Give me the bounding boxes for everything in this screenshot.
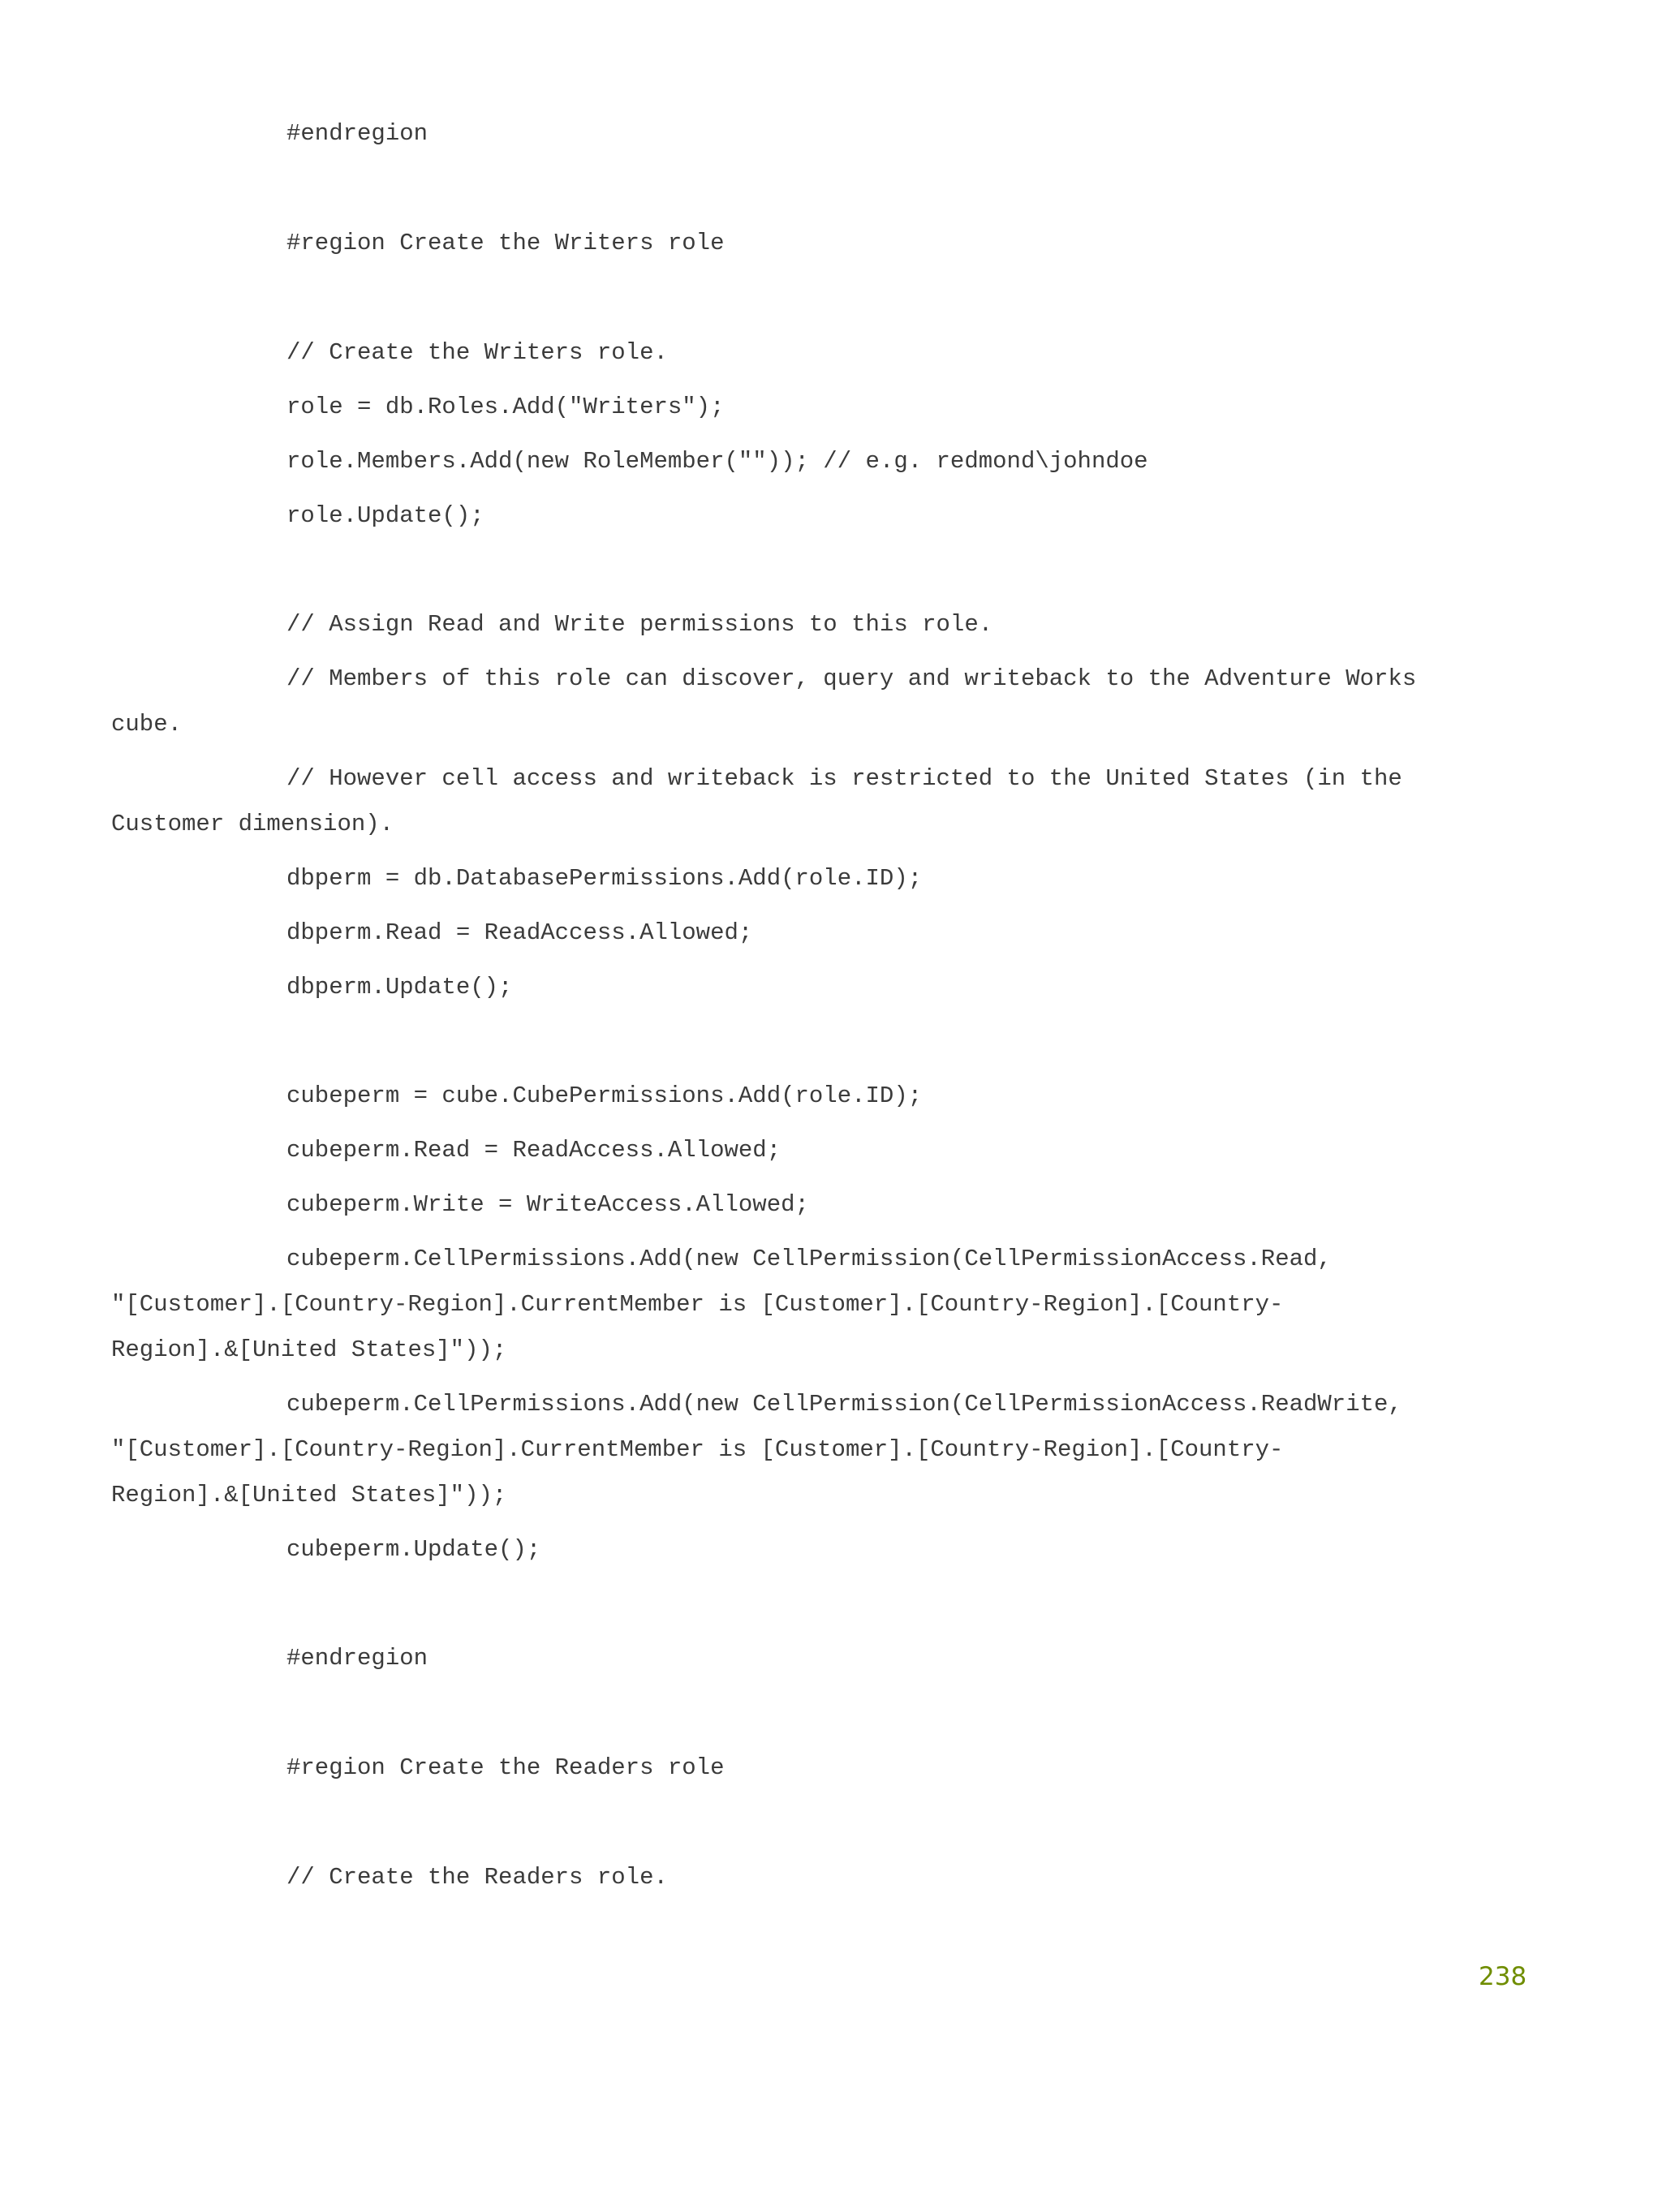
- code-line: // Members of this role can discover, query and writeback to the Adventure Works: [286, 665, 1417, 692]
- code-line: cubeperm.CellPermissions.Add(new CellPermission(CellPermissionAccess.ReadWrite,: [286, 1391, 1402, 1418]
- code-line: // Assign Read and Write permissions to this role.: [286, 611, 993, 638]
- code-line: dbperm.Update();: [286, 974, 513, 1001]
- code-line: cubeperm.Update();: [286, 1536, 541, 1563]
- code-line: // Create the Writers role.: [286, 339, 668, 366]
- code-line: role = db.Roles.Add("Writers");: [286, 394, 725, 420]
- code-line: cubeperm.CellPermissions.Add(new CellPermission(CellPermissionAccess.Read,: [286, 1246, 1332, 1272]
- code-line: // However cell access and writeback is restricted to the United States (in the: [286, 765, 1402, 792]
- code-line: #endregion: [286, 120, 428, 147]
- code-line: dbperm.Read = ReadAccess.Allowed;: [286, 919, 753, 946]
- page-number: 238: [1479, 1962, 1527, 1991]
- code-line: cubeperm = cube.CubePermissions.Add(role.ID);: [286, 1082, 923, 1109]
- code-line-continuation: Region].&[United States]"));: [111, 1336, 507, 1363]
- code-line-continuation: "[Customer].[Country-Region].CurrentMember is [Customer].[Country-Region].[Country-: [111, 1291, 1284, 1318]
- code-line-continuation: Customer dimension).: [111, 811, 394, 837]
- code-line: dbperm = db.DatabasePermissions.Add(role.ID);: [286, 865, 923, 892]
- code-line: #region Create the Readers role: [286, 1754, 725, 1781]
- code-line: // Create the Readers role.: [286, 1864, 668, 1891]
- code-line: #region Create the Writers role: [286, 230, 725, 256]
- code-line-continuation: "[Customer].[Country-Region].CurrentMember is [Customer].[Country-Region].[Country-: [111, 1436, 1284, 1463]
- code-line: cubeperm.Read = ReadAccess.Allowed;: [286, 1137, 781, 1164]
- code-line: cubeperm.Write = WriteAccess.Allowed;: [286, 1191, 809, 1218]
- code-line-continuation: Region].&[United States]"));: [111, 1482, 507, 1508]
- code-line-continuation: cube.: [111, 711, 183, 738]
- code-line: role.Members.Add(new RoleMember("")); // e.g. redmond\johndoe: [286, 448, 1148, 475]
- code-line: #endregion: [286, 1645, 428, 1672]
- code-line: role.Update();: [286, 502, 484, 529]
